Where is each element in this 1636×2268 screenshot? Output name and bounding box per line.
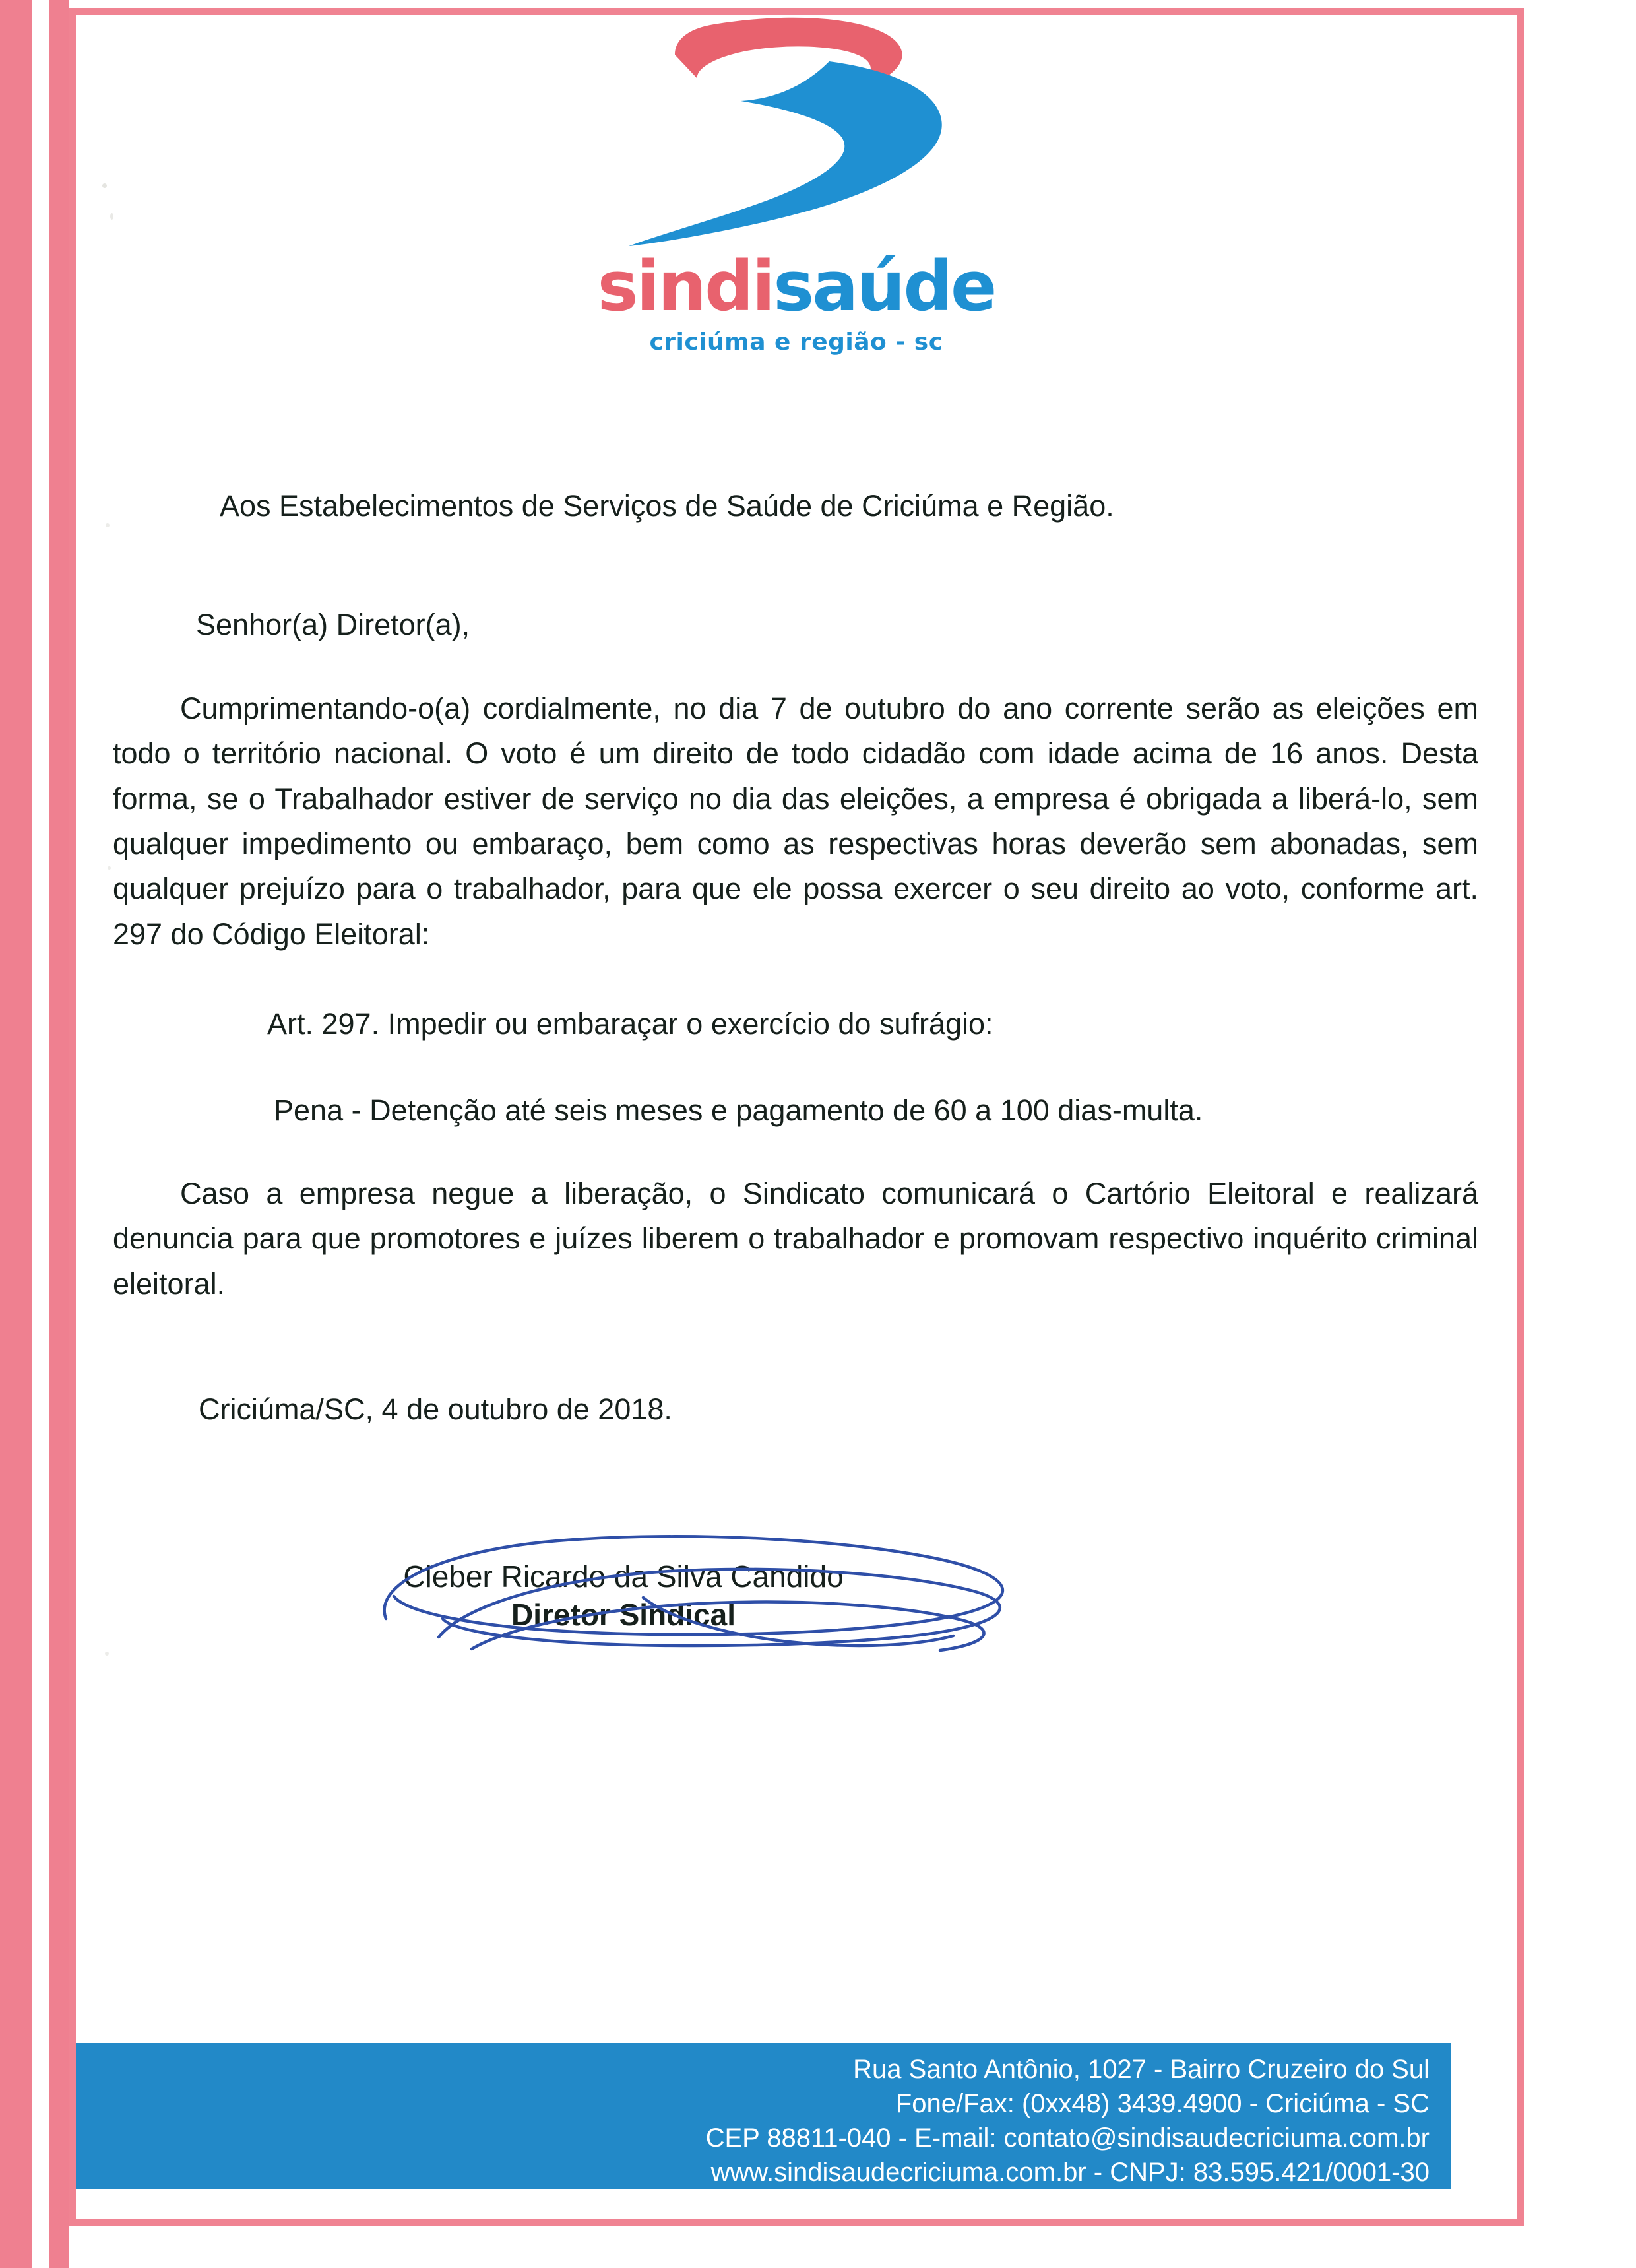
quoted-penalty: Pena - Detenção até seis meses e pagamento de 60 a 100 dias-multa. (274, 1093, 1203, 1127)
signer-role: Diretor Sindical (511, 1597, 736, 1632)
footer-bar (76, 2043, 1451, 2189)
footer-line-address: Rua Santo Antônio, 1027 - Bairro Cruzeiro do Sul (853, 2055, 1430, 2084)
footer-line-phone: Fone/Fax: (0xx48) 3439.4900 - Criciúma - SC (895, 2089, 1430, 2118)
logo-word-saude: saúde (773, 246, 995, 327)
logo-subtitle: criciúma e região - sc (649, 329, 943, 356)
scan-speckle (102, 183, 107, 188)
footer-line-email: CEP 88811-040 - E-mail: contato@sindisaudecriciuma.com.br (705, 2123, 1430, 2153)
addressee-line: Aos Estabelecimentos de Serviços de Saúde de Criciúma e Região. (220, 489, 1114, 523)
scan-speckle (110, 213, 113, 220)
salutation-line: Senhor(a) Diretor(a), (196, 608, 470, 642)
document-page (76, 15, 1517, 2219)
sindisaude-swoosh-icon (612, 15, 981, 256)
letterhead-logo (76, 15, 1517, 356)
scan-speckle (106, 523, 110, 527)
place-and-date: Criciúma/SC, 4 de outubro de 2018. (199, 1392, 672, 1427)
scan-outer-right-margin (1524, 0, 1636, 2268)
paragraph-2: Caso a empresa negue a liberação, o Sindicato comunicará o Cartório Eleitoral e realizará denuncia para que promotores e juízes liberem o trabalhador e promovam respectivo inquérito criminal eleitoral. (113, 1176, 1478, 1301)
logo-wordmark (76, 246, 1517, 327)
signature-names (261, 1558, 986, 1634)
scan-speckle (108, 866, 111, 870)
signature-block (76, 1520, 1517, 1671)
scan-speckle (105, 1652, 109, 1656)
paragraph-1: Cumprimentando-o(a) cordialmente, no dia 7 de outubro do ano corrente serão as eleições em todo o território nacional. O voto é um direito de todo cidadão com idade acima de 16 anos. Desta forma, se o Trabalhador estiver de serviço no dia das eleições, a empresa é obrigada a liberá-lo, sem qualquer impedimento ou embaraço, bem como as respectivas horas deverão sem abonadas, sem qualquer prejuízo para o trabalhador, para que ele possa exercer o seu direito ao voto, conforme art. 297 do Código Eleitoral: (113, 691, 1478, 951)
letter-body (76, 484, 1517, 1432)
footer-contact-info (706, 2052, 1430, 2189)
scan-border-left-band-2 (49, 0, 69, 2268)
logo-word-sindi: sindi (597, 246, 774, 327)
footer-line-website: www.sindisaudecriciuma.com.br - CNPJ: 83.595.421/0001-30 (710, 2158, 1430, 2187)
scan-border-left-band (0, 0, 32, 2268)
signer-name: Cleber Ricardo da Silva Candido (403, 1559, 844, 1594)
quoted-article: Art. 297. Impedir ou embaraçar o exercício do sufrágio: (267, 1007, 993, 1041)
